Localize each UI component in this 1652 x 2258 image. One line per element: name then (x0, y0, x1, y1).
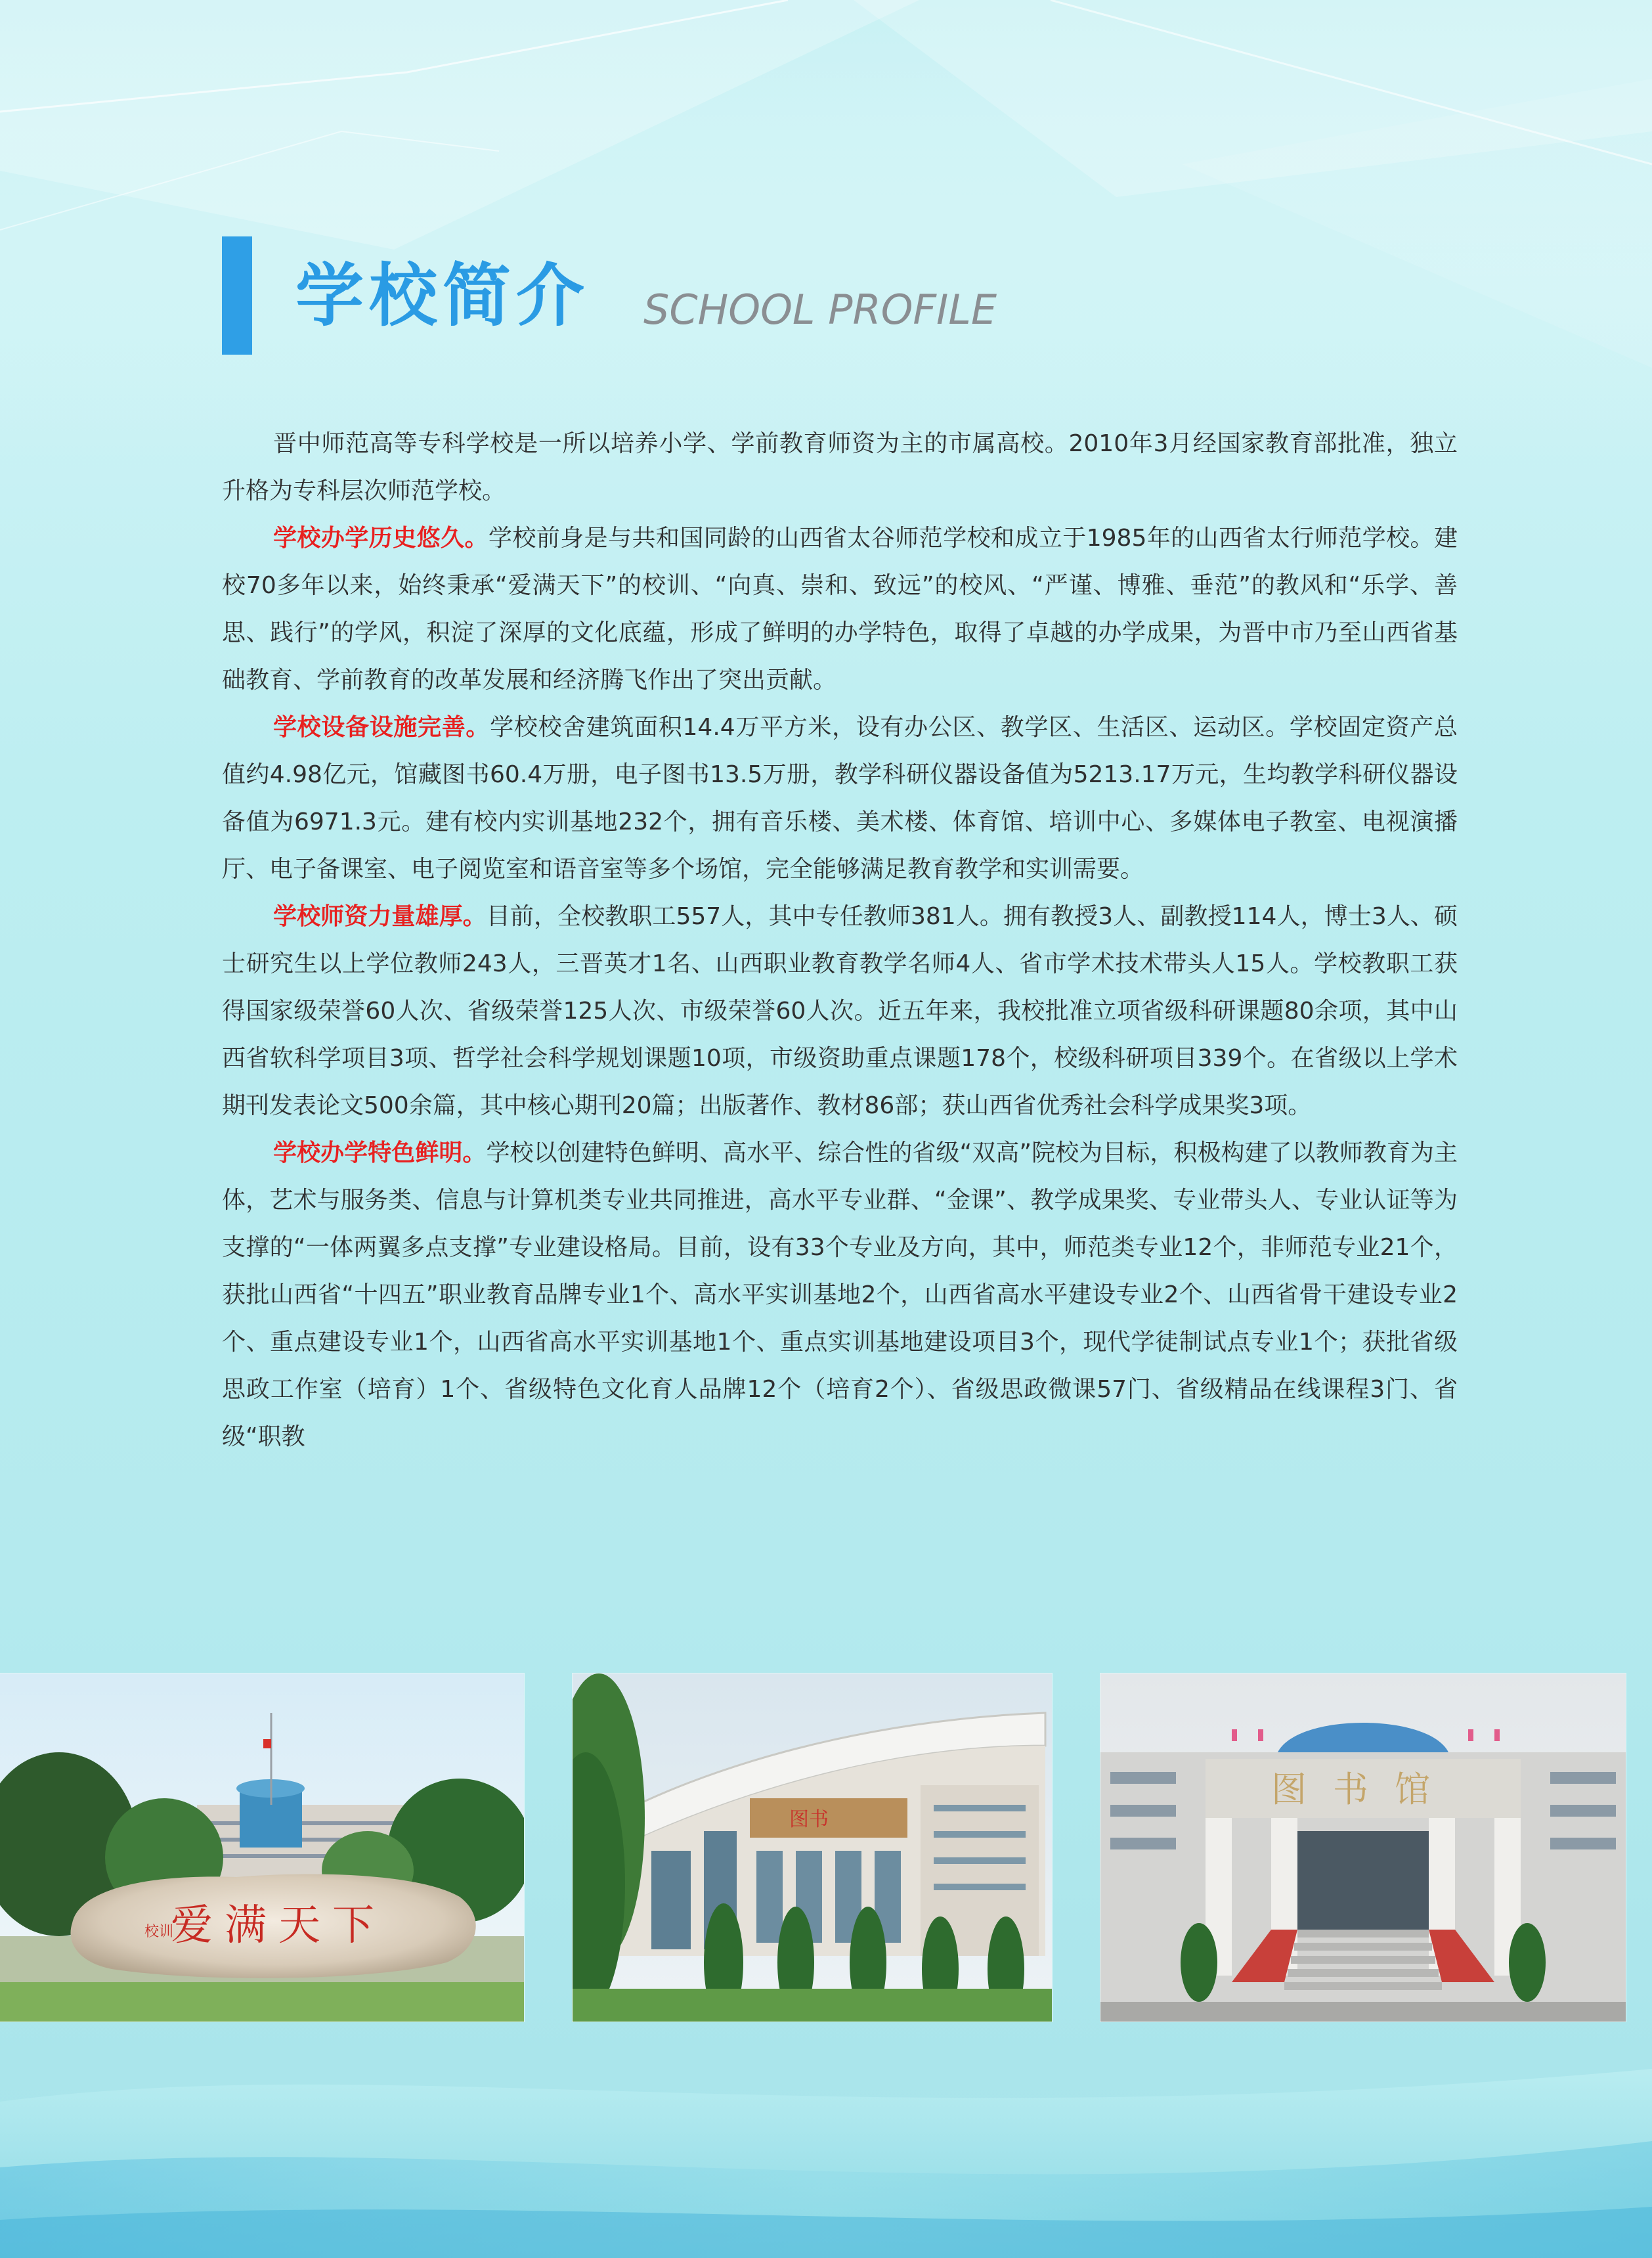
paragraph-highlight: 学校师资力量雄厚。 (273, 903, 487, 930)
page-title-english: SCHOOL PROFILE (643, 286, 997, 334)
building-sign: 图书 (789, 1808, 829, 1831)
paragraph-intro (222, 420, 1458, 515)
paragraph-faculty (222, 893, 1458, 1130)
page-title: 学校简介 (295, 255, 590, 336)
paragraph-text: 学校以创建特色鲜明、高水平、综合性的省级“双高”院校为目标，积极构建了以教师教育为主体，艺术与服务类、信息与计算机类专业共同推进，高水平专业群、“金课”、教学成果奖、专业带头人、专业认证等为支撑的“一体两翼多点支撑”专业建设格局。目前，设有33个专业及方向，其中，师范类专业12个，非师范专业21个，获批山西省“十四五”职业教育品牌专业1个、高水平实训基地2个，山西省高水平建设专业2个、山西省骨干建设专业2个、重点建设专业1个，山西省高水平实训基地1个、重点实训基地建设项目3个，现代学徒制试点专业1个；获批省级思政工作室（培育）1个、省级特色文化育人品牌12个（培育2个）、省级思政微课57门、省级精品在线课程3门、省级“职教 (222, 1140, 1458, 1450)
photo-library-building (573, 1673, 1052, 2022)
photo-library-entrance (1100, 1673, 1626, 2022)
paragraph-facilities (222, 704, 1458, 893)
paragraph-highlight: 学校设备设施完善。 (273, 714, 490, 741)
paragraph-history (222, 515, 1458, 704)
paragraph-text: 学校前身是与共和国同龄的山西省太谷师范学校和成立于1985年的山西省太行师范学校。建校70多年以来，始终秉承“爱满天下”的校训、“向真、崇和、致远”的校风、“严谨、博雅、垂范”的教风和“乐学、善思、践行”的学风，积淀了深厚的文化底蕴，形成了鲜明的办学特色，取得了卓越的办学成果，为晋中市乃至山西省基础教育、学前教育的改革发展和经济腾飞作出了突出贡献。 (222, 525, 1458, 694)
paragraph-features (222, 1130, 1458, 1461)
paragraph-text: 目前，全校教职工557人，其中专任教师381人。拥有教授3人、副教授114人，博士3人、硕士研究生以上学位教师243人，三晋英才1名、山西职业教育教学名师4人、省市学术技术带头人15人。学校教职工获得国家级荣誉60人次、省级荣誉125人次、市级荣誉60人次。近五年来，我校批准立项省级科研课题80余项，其中山西省软科学项目3项、哲学社会科学规划课题10项，市级资助重点课题178个，校级科研项目339个。在省级以上学术期刊发表论文500余篇，其中核心期刊20篇；出版著作、教材86部；获山西省优秀社会科学成果奖3项。 (222, 903, 1458, 1119)
paragraph-text: 学校校舍建筑面积14.4万平方米，设有办公区、教学区、生活区、运动区。学校固定资产总值约4.98亿元，馆藏图书60.4万册，电子图书13.5万册，教学科研仪器设备值为5213.17万元，生均教学科研仪器设备值为6971.3元。建有校内实训基地232个，拥有音乐楼、美术楼、体育馆、培训中心、多媒体电子教室、电视演播厅、电子备课室、电子阅览室和语音室等多个场馆，完全能够满足教育教学和实训需要。 (222, 714, 1458, 883)
profile-body (222, 420, 1458, 1461)
paragraph-text: 晋中师范高等专科学校是一所以培养小学、学前教育师资为主的市属高校。2010年3月经国家教育部批准，独立升格为专科层次师范学校。 (222, 430, 1458, 504)
stone-inscription: 爱满天下 (171, 1901, 386, 1950)
building-sign: 图书馆 (1271, 1769, 1456, 1810)
heading-accent-bar (222, 236, 252, 355)
photo-campus-stone (0, 1673, 524, 2022)
paragraph-highlight: 学校办学特色鲜明。 (273, 1140, 487, 1166)
stone-side-text: 校训 (144, 1924, 174, 1940)
paragraph-highlight: 学校办学历史悠久。 (273, 525, 489, 552)
